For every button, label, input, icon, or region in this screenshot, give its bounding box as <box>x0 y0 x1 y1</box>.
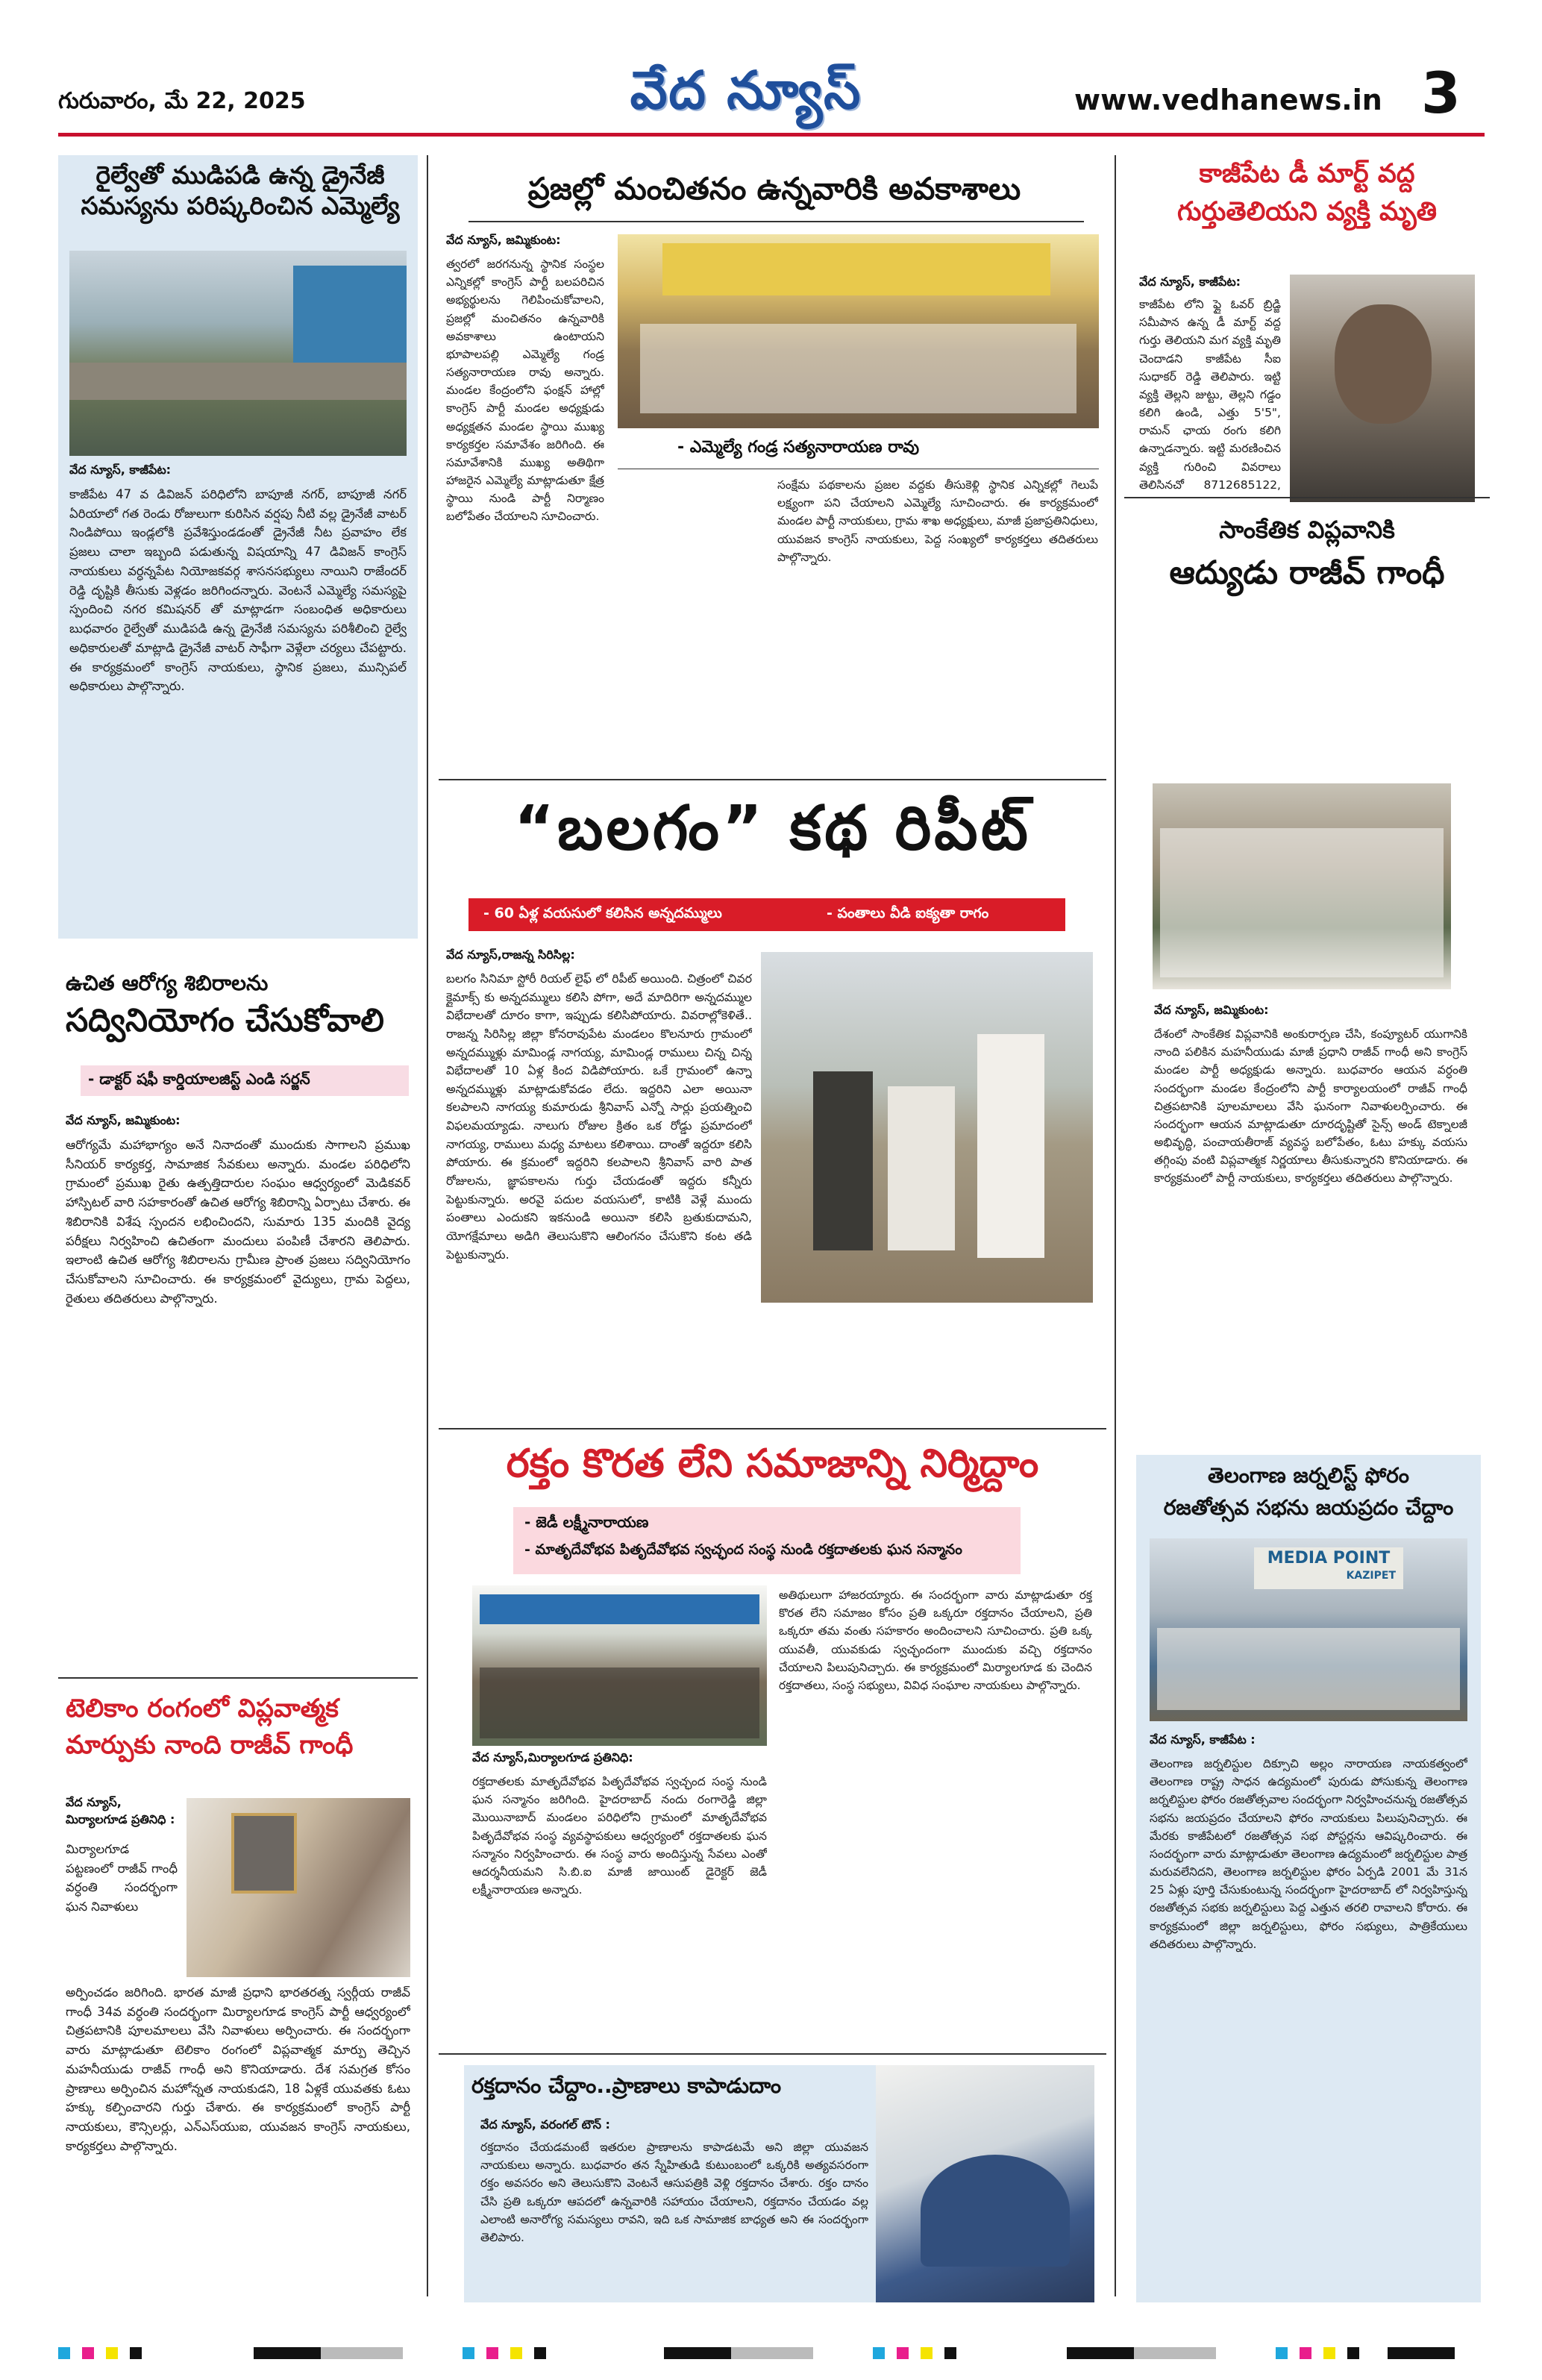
headline-kicker: సాంకేతిక విప్లవానికి <box>1219 516 1395 544</box>
brothers-photo <box>761 952 1093 1303</box>
story-body-left: రక్తదాతలకు మాతృదేవోభవ పితృదేవోభవ స్వచ్ఛంద సంస్థ నుండి ఘన సన్మానం జరిగింది. హైదరాబాద్ నందు రంగారెడ్డి జిల్లా మొయినాబాద్ మండలం పరిధిలోని గ్రామంలో మాతృదేవోభవ పితృదేవోభవ సంస్థ వ్యవస్థాపకులు ఆధ్వర్యంలో రక్తదాతలకు ఘన సన్మానం నిర్వహించారు. ఈ సంస్థ వారు అందిస్తున్న సేవలు ఎంతో ఆదర్శనీయమని సి.బి.ఐ మాజీ జాయింట్ డైరెక్టర్ జెడీ లక్ష్మీనారాయణ అన్నారు. <box>472 1775 767 1897</box>
donor-photo <box>876 2065 1094 2302</box>
media-point-sign-line-1: MEDIA POINT <box>1267 1549 1391 1568</box>
byline: వేద న్యూస్, కాజీపేట: <box>69 463 172 477</box>
story-blood-society <box>439 1440 1106 2059</box>
byline: వేద న్యూస్, జమ్మికుంట: <box>446 233 561 247</box>
people-row-shape <box>640 324 1076 413</box>
byline: వేద న్యూస్,రాజన్న సిరిసిల్ల: <box>446 948 575 962</box>
people-row-shape <box>1160 828 1444 977</box>
website-url[interactable]: www.vedhanews.in <box>1074 84 1382 116</box>
color-strip <box>58 2347 142 2359</box>
story-body-right: అతిథులుగా హాజరయ్యారు. ఈ సందర్భంగా వారు మాట్లాడుతూ రక్త కొరత లేని సమాజం కోసం ప్రతి ఒక్కరూ రక్తదానం చేయాలని, ప్రతి ఒక్కరూ తమ వంతు సహకారం అందించాలని సూచించారు. ప్రతి ఒక్క యువతీ, యువకుడు స్వచ్ఛందంగా ముందుకు వచ్చి రక్తదానం చేయాలని పిలుపునిచ్చారు. ఈ కార్యక్రమంలో మిర్యాలగూడ కు చెందిన రక్తదాతలు, సంస్థ సభ్యులు, వివిధ సంఘాల నాయకులు పాల్గొన్నారు. <box>779 1588 1092 1692</box>
story-public-good <box>439 155 1106 782</box>
byline: వేద న్యూస్, జమ్మికుంట: <box>1154 1003 1269 1017</box>
railway-drain-photo <box>69 251 407 456</box>
byline: వేద న్యూస్, కాజీపేట : <box>1150 1732 1256 1747</box>
story-body-right: సంక్షేమ పథకాలను ప్రజల వద్దకు తీసుకెళ్లి స్థానిక ఎన్నికల్లో గెలుపే లక్ష్యంగా పని చేయాలని ఎమ్మెల్యే సూచించారు. ఈ కార్యక్రమంలో మండల పార్టీ నాయకులు, గ్రామ శాఖ అధ్యక్షులు, మాజీ ప్రజాప్రతినిధులు, యువజన కాంగ్రెస్ నాయకులు, పెద్ద సంఖ్యలో కార్యకర్తలు తదితరులు పాల్గొన్నారు. <box>777 478 1098 564</box>
story-body: బలగం సినిమా స్టోరీ రియల్ లైఫ్ లో రిపీట్ అయింది. చిత్రంలో చివర క్లైమాక్స్ కు అన్నదమ్ములు కలిసి పోగా, అదే మాదిరిగా అన్నదమ్ముల విభేదాలతో దూరం కాగా, ఇప్పుడు కలిసిపోయారు. వివరాల్లోకెళితే.. రాజన్న సిరిసిల్ల జిల్లా కోనరావుపేట మండలం కొలనూరు గ్రామంలో అన్నదమ్ముళ్లు మామిండ్ల నాగయ్య, మామిండ్ల రాములు చిన్న చిన్న విభేదాలతో 10 ఏళ్ల కింద విడిపోయారు. ఒకే గ్రామంలో ఉన్నా అన్నదమ్ముళ్లు మాట్లాడుకోవడం లేదు. ఇద్దరిని ఎలా అయినా కలపాలని నాగయ్య కుమారుడు శ్రీనివాస్ ఎన్నో సార్లు ప్రయత్నించి విఫలమయ్యాడు. నాలుగు రోజుల క్రితం ఒక రోడ్డు ప్రమాదంలో నాగయ్య, రాములు మధ్య మాటలు కలిశాయి. దాంతో ఇద్దరూ కలిసి పోయారు. ఈ క్రమంలో ఇద్దరిని కలపాలని శ్రీనివాస్ వారి పాత రోజులను, జ్ఞాపకాలను గుర్తు చేయడంతో ఇద్దరు కన్నీరు పెట్టుకున్నారు. అరవై పదుల వయసులో, కాటికి వెళ్లే ముందు పంతాలు ఎందుకని ఇకనుండి అయినా కలిసి బ్రతుకుదామని, యోగక్షేమాలు అడిగి తెలుసుకొని ఆలింగనం చేసుకొని కంట తడి పెట్టుకున్నారు. <box>446 971 752 1262</box>
portrait-frame <box>231 1813 297 1894</box>
wall-shape <box>69 363 407 400</box>
story-body-left: త్వరలో జరగనున్న స్థానిక సంస్థల ఎన్నికల్లో కాంగ్రెస్ పార్టీ బలపరిచిన అభ్యర్థులను గెలిపించుకోవాలని, ప్రజల్లో మంచితనం ఉన్నవారికి అవకాశాలు ఉంటాయని భూపాలపల్లి ఎమ్మెల్యే గండ్ర సత్యనారాయణ రావు అన్నారు. మండల కేంద్రంలోని ఫంక్షన్ హాల్లో కాంగ్రెస్ పార్టీ మండల అధ్యక్షుడు అధ్యక్షతన మండల స్థాయి ముఖ్య కార్యకర్తల సమావేశం జరిగింది. ఈ సమావేశానికి ముఖ్య అతిథిగా హాజరైన ఎమ్మెల్యే మాట్లాడుతూ క్షేత్ర స్థాయి నుండి పార్టీ నిర్మాణం బలోపేతం చేయాలని సూచించారు. <box>446 257 604 524</box>
rajiv-tribute-photo <box>187 1798 410 1977</box>
people-row-shape <box>480 1667 759 1738</box>
story-body-top: కాజీపేట లోని ఫ్లై ఓవర్ బ్రిడ్జి సమీపాన ఉన్న డీ మార్ట్ వద్ద గుర్తు తెలియని మగ వ్యక్తి మృతి చెందాడని కాజీపేట సీఐ సుధాకర్ రెడ్డి తెలిపారు. ఇట్టి వ్యక్తి తెల్లని జుట్టు, తెల్లని గడ్డం కలిగి ఉండి, ఎత్తు 5'5", రామన్ ఛాయ రంగు కలిగి ఉన్నాడన్నారు. ఇట్టి మరణించిన వ్యక్తి గురించి వివరాలు తెలిసినచో 8712685122, <box>1139 298 1281 492</box>
headline-kicker: ఉచిత ఆరోగ్య శిబిరాలను <box>66 971 269 995</box>
headline: తెలంగాణ జర్నలిస్ట్ ఫోరం రజతోత్సవ సభను జయప్రదం చేద్దాం <box>1163 1463 1454 1521</box>
story-body: దేశంలో సాంకేతిక విప్లవానికి అంకురార్పణ చేసి, కంప్యూటర్ యుగానికి నాంది పలికిన మహనీయుడు మాజీ ప్రధాని రాజీవ్ గాంధీ అని కాంగ్రెస్ మండల పార్టీ అధ్యక్షుడు అన్నారు. బుధవారం ఆయన వర్ధంతి సందర్భంగా మండల కేంద్రంలోని పార్టీ కార్యాలయంలో రాజీవ్ గాంధీ చిత్రపటానికి పూలమాలలు వేసి ఘనంగా నివాళులర్పించారు. ఈ సందర్భంగా ఆయన మాట్లాడుతూ దూరదృష్టితో సైన్స్ అండ్ టెక్నాలజీ అభివృద్ధి, పంచాయతీరాజ్ వ్యవస్థ బలోపేతం, ఓటు హక్కు వయసు తగ్గింపు వంటి విప్లవాత్మక నిర్ణయాలు తీసుకున్నారని కొనియాడారు. ఈ కార్యక్రమంలో పార్టీ నాయకులు, కార్యకర్తలు తదితరులు పాల్గొన్నారు. <box>1154 1027 1467 1186</box>
people-row-shape <box>1157 1628 1460 1710</box>
media-point-sign <box>1254 1547 1403 1589</box>
photo-caption: - ఎమ్మెల్యే గండ్ర సత్యనారాయణ రావు <box>677 438 920 457</box>
headline: రక్తదానం చేద్దాం..ప్రాణాలు కాపాడుదాం <box>471 2073 782 2098</box>
poster-launch-photo <box>1150 1538 1467 1721</box>
headline: ప్రజల్లో మంచితనం ఉన్నవారికి అవకాశాలు <box>527 171 1021 207</box>
black-bar <box>254 2347 321 2359</box>
face-shape <box>1335 304 1432 424</box>
byline: వేద న్యూస్, వరంగల్ టౌన్ : <box>480 2117 610 2132</box>
masthead-rule <box>58 133 1485 137</box>
grey-bar <box>1134 2347 1216 2359</box>
story-body: ఆరోగ్యమే మహాభాగ్యం అనే నినాదంతో ముందుకు సాగాలని ప్రముఖ సీనియర్ కార్యకర్త, సామాజిక సేవకులు అన్నారు. మండల పరిధిలోని గ్రామంలో ప్రముఖ రైతు ఉత్పత్తిదారుల సంఘం ఆధ్వర్యంలో మెడికవర్ హాస్పిటల్ వారి సహకారంతో ఉచిత ఆరోగ్య శిబిరాన్ని ఏర్పాటు చేశారు. ఈ శిబిరానికి విశేష స్పందన లభించిందని, సుమారు 135 మందికి వైద్య పరీక్షలు నిర్వహించి ఉచితంగా మందులు పంపిణీ చేశారని తెలిపారు. ఇలాంటి ఉచిత ఆరోగ్య శిబిరాలను గ్రామీణ ప్రాంత ప్రజలు సద్వినియోగం చేసుకోవాలని సూచించారు. ఈ కార్యక్రమంలో వైద్యులు, గ్రామ పెద్దలు, రైతులు తదితరులు పాల్గొన్నారు. <box>66 1138 410 1306</box>
media-point-sign-line-2: KAZIPET <box>1346 1570 1396 1582</box>
issue-date: గురువారం, మే 22, 2025 <box>58 88 306 114</box>
headline: ఆద్యుడు రాజీవ్ గాంధీ <box>1169 554 1445 592</box>
story-balagam <box>439 791 1106 1432</box>
story-blood-donation <box>464 2065 1094 2302</box>
column-rule-right <box>1115 155 1116 2296</box>
building-shape <box>293 266 407 363</box>
headline: కాజీపేట డీ మార్ట్ వద్ద గుర్తుతెలియని వ్యక్తి మృతి <box>1176 159 1438 227</box>
subhead: - డాక్టర్ షఫీ కార్డియాలజిస్ట్ ఎండి సర్జన్ <box>81 1065 409 1096</box>
felicitation-photo <box>472 1585 767 1746</box>
meeting-photo <box>618 234 1099 428</box>
headline: టెలికాం రంగంలో విప్లవాత్మక మార్పుకు నాంది రాజీవ్ గాంధీ <box>66 1694 354 1761</box>
story-body: రక్తదానం చేయడమంటే ఇతరుల ప్రాణాలను కాపాడటమే అని జిల్లా యువజన నాయకులు అన్నారు. బుధవారం తన స్నేహితుడి కుటుంబంలో ఒక్కరికి అత్యవసరంగా రక్తం అవసరం అని తెలుసుకొని వెంటనే ఆసుపత్రికి వెళ్లి రక్తదానం చేశారు. రక్తం దానం చేసి ప్రతి ఒక్కరూ ఆపదలో ఉన్నవారికి సహాయం చేయాలని, రక్తదానం చేయడం వల్ల ఎలాంటి అనారోగ్య సమస్యలు రావని, ఇది ఒక సామాజిక బాధ్యత అని ఈ సందర్భంగా తెలిపారు. <box>480 2141 868 2244</box>
newspaper-title: వేద న్యూస్ <box>630 60 862 121</box>
byline: వేద న్యూస్,మిర్యాలగూడ ప్రతినిధి: <box>472 1750 633 1764</box>
column-rule-left <box>427 155 428 2296</box>
divider <box>58 1677 418 1679</box>
footer-color-strips <box>0 2347 1542 2362</box>
color-strip <box>463 2347 546 2359</box>
headline: రైల్వేతో ముడిపడి ఉన్న డ్రైనేజీ సమస్యను పరిష్కరించిన ఎమ్మెల్యే <box>81 160 400 221</box>
byline: వేద న్యూస్, మిర్యాలగూడ ప్రతినిధి : <box>66 1795 175 1826</box>
person-shape <box>921 2155 1070 2267</box>
black-bar <box>1067 2347 1134 2359</box>
masthead <box>0 0 1542 142</box>
story-body: తెలంగాణ జర్నలిస్టుల దిక్సూచి అల్లం నారాయణ నాయకత్వంలో తెలంగాణ రాష్ట్ర సాధన ఉద్యమంలో పురుడు పోసుకున్న తెలంగాణ జర్నలిస్టుల ఫోరం రజతోత్సవాల సందర్భంగా నిర్వహించనున్న రజతోత్సవ సభను జయప్రదం చేయాలని ఫోరం నాయకులు పిలుపునిచ్చారు. ఈ మేరకు కాజీపేటలో రజతోత్సవ సభ పోస్టర్లను ఆవిష్కరించారు. ఈ సందర్భంగా వారు మాట్లాడుతూ తెలంగాణ ఉద్యమంలో జర్నలిస్టుల పాత్ర మరువలేనిదని, తెలంగాణ జర్నలిస్టుల ఫోరం ఏర్పడి 2001 మే 31న 25 ఏళ్లు పూర్తి చేసుకుంటున్న సందర్భంగా హైదరాబాద్ లో నిర్వహిస్తున్న రజతోత్సవ సభకు జర్నలిస్టులు పెద్ద ఎత్తున తరలి రావాలని కోరారు. ఈ కార్యక్రమంలో జిల్లా జర్నలిస్టులు, ఫోరం సభ్యులు, పాత్రికేయులు తదితరులు పాల్గొన్నారు. <box>1150 1757 1467 1951</box>
headline: సద్వినియోగం చేసుకోవాలి <box>66 1002 384 1039</box>
headline-rule <box>468 221 1084 222</box>
person-shape <box>813 1071 873 1250</box>
divider <box>439 1428 1106 1429</box>
byline: వేద న్యూస్, కాజీపేట: <box>1139 275 1241 289</box>
color-strip <box>1276 2347 1359 2359</box>
byline: వేద న్యూస్, జమ్మికుంట: <box>66 1113 181 1127</box>
subhead-2: - పంతాలు వీడి ఐక్యతా రాగం <box>827 905 989 921</box>
grey-bar <box>321 2347 403 2359</box>
color-strip <box>873 2347 956 2359</box>
story-rajiv-tech <box>1124 507 1490 1425</box>
story-journalist-forum <box>1136 1455 1481 2302</box>
headline: రక్తం కొరత లేని సమాజాన్ని నిర్మిద్దాం <box>506 1441 1039 1486</box>
headline: “బలగం” కథ రిపీట్ <box>514 793 1031 864</box>
story-telecom <box>58 1691 418 2302</box>
subhead-1: - 60 ఏళ్ల వయసులో కలిసిన అన్నదమ్ములు <box>483 905 722 921</box>
divider <box>439 2053 1106 2055</box>
banner-shape <box>662 243 1050 295</box>
page-number: 3 <box>1421 60 1461 126</box>
story-body-intro: మిర్యాలగూడ పట్టణంలో రాజీవ్ గాంధీ వర్ధంతి సందర్భంగా ఘన నివాళులు <box>66 1842 178 1914</box>
subhead-1: - జెడీ లక్ష్మీనారాయణ <box>524 1513 649 1531</box>
story-body: కాజీపేట 47 వ డివిజన్ పరిధిలోని బాపూజీ నగర్, బాపూజీ నగర్ ఏరియాలో గత రెండు రోజులుగా కురిసిన వర్షపు నీటి వల్ల డ్రైనేజీ వాటర్ నిండిపోయి ఇండ్లలోకి ప్రవేశిస్తుండడంతో డ్రైనేజీ నీట ప్రవాహం లేక ప్రజలు చాలా ఇబ్బంది పడుతున్న విషయాన్ని 47 డివిజన్ కాంగ్రెస్ నాయకులు వర్ధన్నపేట నియోజకవర్గ శాసనసభ్యులు నాయిని రాజేందర్ రెడ్డి దృష్టికి తీసుకు వెళ్లడం జరిగిందన్నారు. వెంటనే ఎమ్మెల్యే సమస్యపై స్పందించి నగర కమిషనర్ తో మాట్లాడగా సంబంధిత అధికారులు బుధవారం రైల్వేతో ముడిపడి ఉన్న డ్రైనేజీ సమస్యను పరిశీలించి రైల్వే అధికారులతో మాట్లాడి డ్రైనేజీ వాటర్ సాఫీగా వెళ్లేలా చర్యలు చేపట్టారు. ఈ కార్యక్రమంలో కాంగ్రెస్ నాయకులు, స్థానిక ప్రజలు, మున్సిపల్ అధికారులు పాల్గొన్నారు. <box>69 487 407 694</box>
banner-shape <box>480 1594 759 1624</box>
story-health-camp <box>58 970 418 1671</box>
black-bar <box>664 2347 731 2359</box>
grey-bar <box>731 2347 813 2359</box>
deceased-photo <box>1290 275 1475 502</box>
person-shape <box>888 1086 955 1250</box>
divider <box>1124 497 1490 498</box>
story-body: అర్పించడం జరిగింది. భారత మాజీ ప్రధాని భారతరత్న స్వర్గీయ రాజీవ్ గాంధీ 34వ వర్ధంతి సందర్భంగా మిర్యాలగూడ కాంగ్రెస్ పార్టీ ఆధ్వర్యంలో చిత్రపటానికి పూలమాలలు వేసి నివాళులు అర్పించారు. ఈ సందర్భంగా వారు మాట్లాడుతూ టెలికాం రంగంలో విప్లవాత్మక మార్పు తెచ్చిన మహనీయుడు రాజీవ్ గాంధీ అని కొనియాడారు. దేశ సమగ్రత కోసం ప్రాణాలు అర్పించిన మహోన్నత నాయకుడని, 18 ఏళ్లకే యువతకు ఓటు హక్కు కల్పించారని గుర్తు చేశారు. ఈ కార్యక్రమంలో కాంగ్రెస్ పార్టీ నాయకులు, కౌన్సిలర్లు, ఎన్ఎస్‌యుఐ, యువజన కాంగ్రెస్ నాయకులు, కార్యకర్తలు పాల్గొన్నారు. <box>66 1985 410 2153</box>
divider <box>439 779 1106 780</box>
rajiv-jayanthi-photo <box>1153 783 1451 989</box>
black-bar <box>1388 2347 1455 2359</box>
story-railway <box>58 155 418 939</box>
subhead-2: - మాతృదేవోభవ పితృదేవోభవ స్వచ్ఛంద సంస్థ నుండి రక్తదాతలకు ఘన సన్మానం <box>524 1541 962 1558</box>
person-shape <box>977 1034 1044 1258</box>
